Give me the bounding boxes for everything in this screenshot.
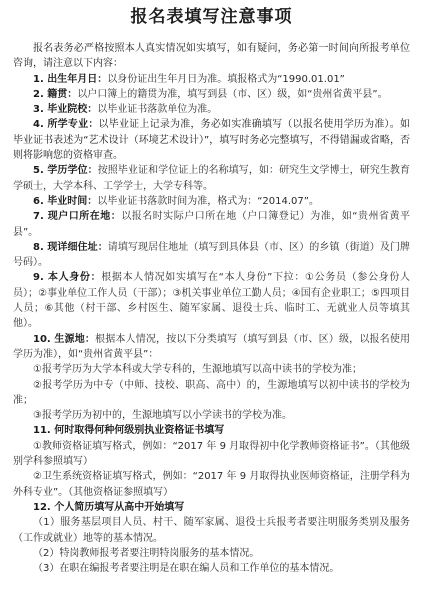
item-major-text: 以毕业证上记录为准，务必如实准确填写（以报名使用学历为准）。如毕业证书表述为“艺术设计（环境艺术设计）”，填写时务必完整填写，不得错漏或省略，否则将影响您的资格审查。 [13, 119, 410, 162]
item-residence [13, 209, 410, 240]
item-residence-label: 7. 现户口所在地： [33, 211, 122, 223]
item-address-label: 8. 现详细住址： [33, 241, 108, 253]
item-identity [13, 270, 410, 331]
intro-paragraph: 报名表务必严格按照本人真实情况如实填写，如有疑问，务必第一时间向所报考单位咨询，请注意以下内容： [13, 43, 410, 70]
item-major [13, 117, 410, 163]
item-degree-label: 5. 学历学位： [33, 165, 98, 177]
item-origin-text: 以户口簿上的籍贯为准，填写到县（市、区）级，如“贵州省黄平县”。 [77, 88, 388, 100]
item-cert-sub1: ①教师资格证填写格式，例如：“2017 年 9 月取得初中化学教师资格证书”。（其他级别学科参照填写） [13, 440, 410, 468]
item-origin-label: 2. 籍贯： [33, 88, 78, 100]
item-degree-text: 按照毕业证和学位证上的名称填写，如：研究生文学博士，研究生教育学硕士，大学本科、工学学士，大学专科等。 [13, 165, 410, 192]
item-gradtime-text: 以毕业证书落款时间为准，格式为：“2014.07”。 [97, 195, 319, 207]
item-origin-place-sub2: ②报考学历为中专（中师、技校、职高、高中）的，生源地填写以初中读书的学校为准； [13, 379, 410, 406]
page-title: 报名表填写注意事项 [130, 7, 293, 27]
item-resume-sub2: （2）特岗教师报考者要注明特岗服务的基本情况。 [33, 547, 260, 559]
item-resume-sub1: （1）服务基层项目人员、村干、随军家属、退役士兵报考者要注明服务类别及服务（工作或就业）地等的基本情况。 [13, 517, 410, 544]
item-origin-place-text: 根据本人情况，按以下分类填写（填写到县（市、区）级，以报名使用学历为准），如“贵州省黄平县”： [13, 333, 410, 360]
item-resume-label: 12. 个人简历填写从高中开始填写 [33, 501, 185, 513]
item-school-text: 以毕业证书落款单位为准。 [97, 104, 218, 116]
item-major-label: 4. 所学专业： [33, 119, 99, 131]
item-resume-sub3: （3）在职在编报考者要注明是在职在编人员和工作单位的基本情况。 [33, 563, 340, 575]
item-origin-place [13, 332, 410, 363]
item-school [13, 102, 410, 117]
item-cert-sub2: ②卫生系统资格证填写格式，例如：“2017 年 9 月取得执业医师资格证，注册学科为外科专业”。（其他资格证参照填写） [13, 471, 410, 498]
item-school-label: 3. 毕业院校： [33, 104, 98, 116]
item-birth-label: 1. 出生年月日： [33, 73, 108, 85]
item-identity-text: 根据本人情况如实填写在“本人身份”下拉：①公务员（参公身份人员）；②事业单位工作人员（干部）；③机关事业单位工勤人员；④国有企业职工；⑤四项目人员；⑥其他（村干部、乡村医生、随军家属、退役士兵、临时工、无就业人员等填其他）。 [13, 272, 410, 330]
item-origin-place-sub1: ①报考学历为大学本科或大学专科的，生源地填写以高中读书的学校为准； [33, 364, 362, 376]
item-birth-text: 以身份证出生年月日为准。填报格式为“1990.01.01” [107, 73, 345, 85]
item-birth [13, 72, 410, 87]
item-origin-place-label: 10. 生源地： [33, 333, 96, 345]
item-address [13, 240, 410, 271]
item-residence-text: 以报名时实际户口所在地（户口簿登记）为准，如“贵州省黄平县”。 [13, 211, 410, 238]
item-degree [13, 163, 410, 194]
item-identity-label: 9. 本人身份： [33, 272, 102, 284]
item-cert-label: 11. 何时取得何种何级别执业资格证书填写 [33, 425, 225, 437]
item-origin-place-sub3: ③报考学历为初中的，生源地填写以小学读书的学校为准。 [33, 410, 292, 422]
item-address-text: 请填写现居住地址（填写到具体县（市、区）的乡镇（街道）及门牌号码）。 [13, 241, 410, 269]
item-gradtime [13, 194, 410, 209]
item-gradtime-label: 6. 毕业时间： [33, 195, 98, 207]
item-origin [13, 87, 410, 102]
